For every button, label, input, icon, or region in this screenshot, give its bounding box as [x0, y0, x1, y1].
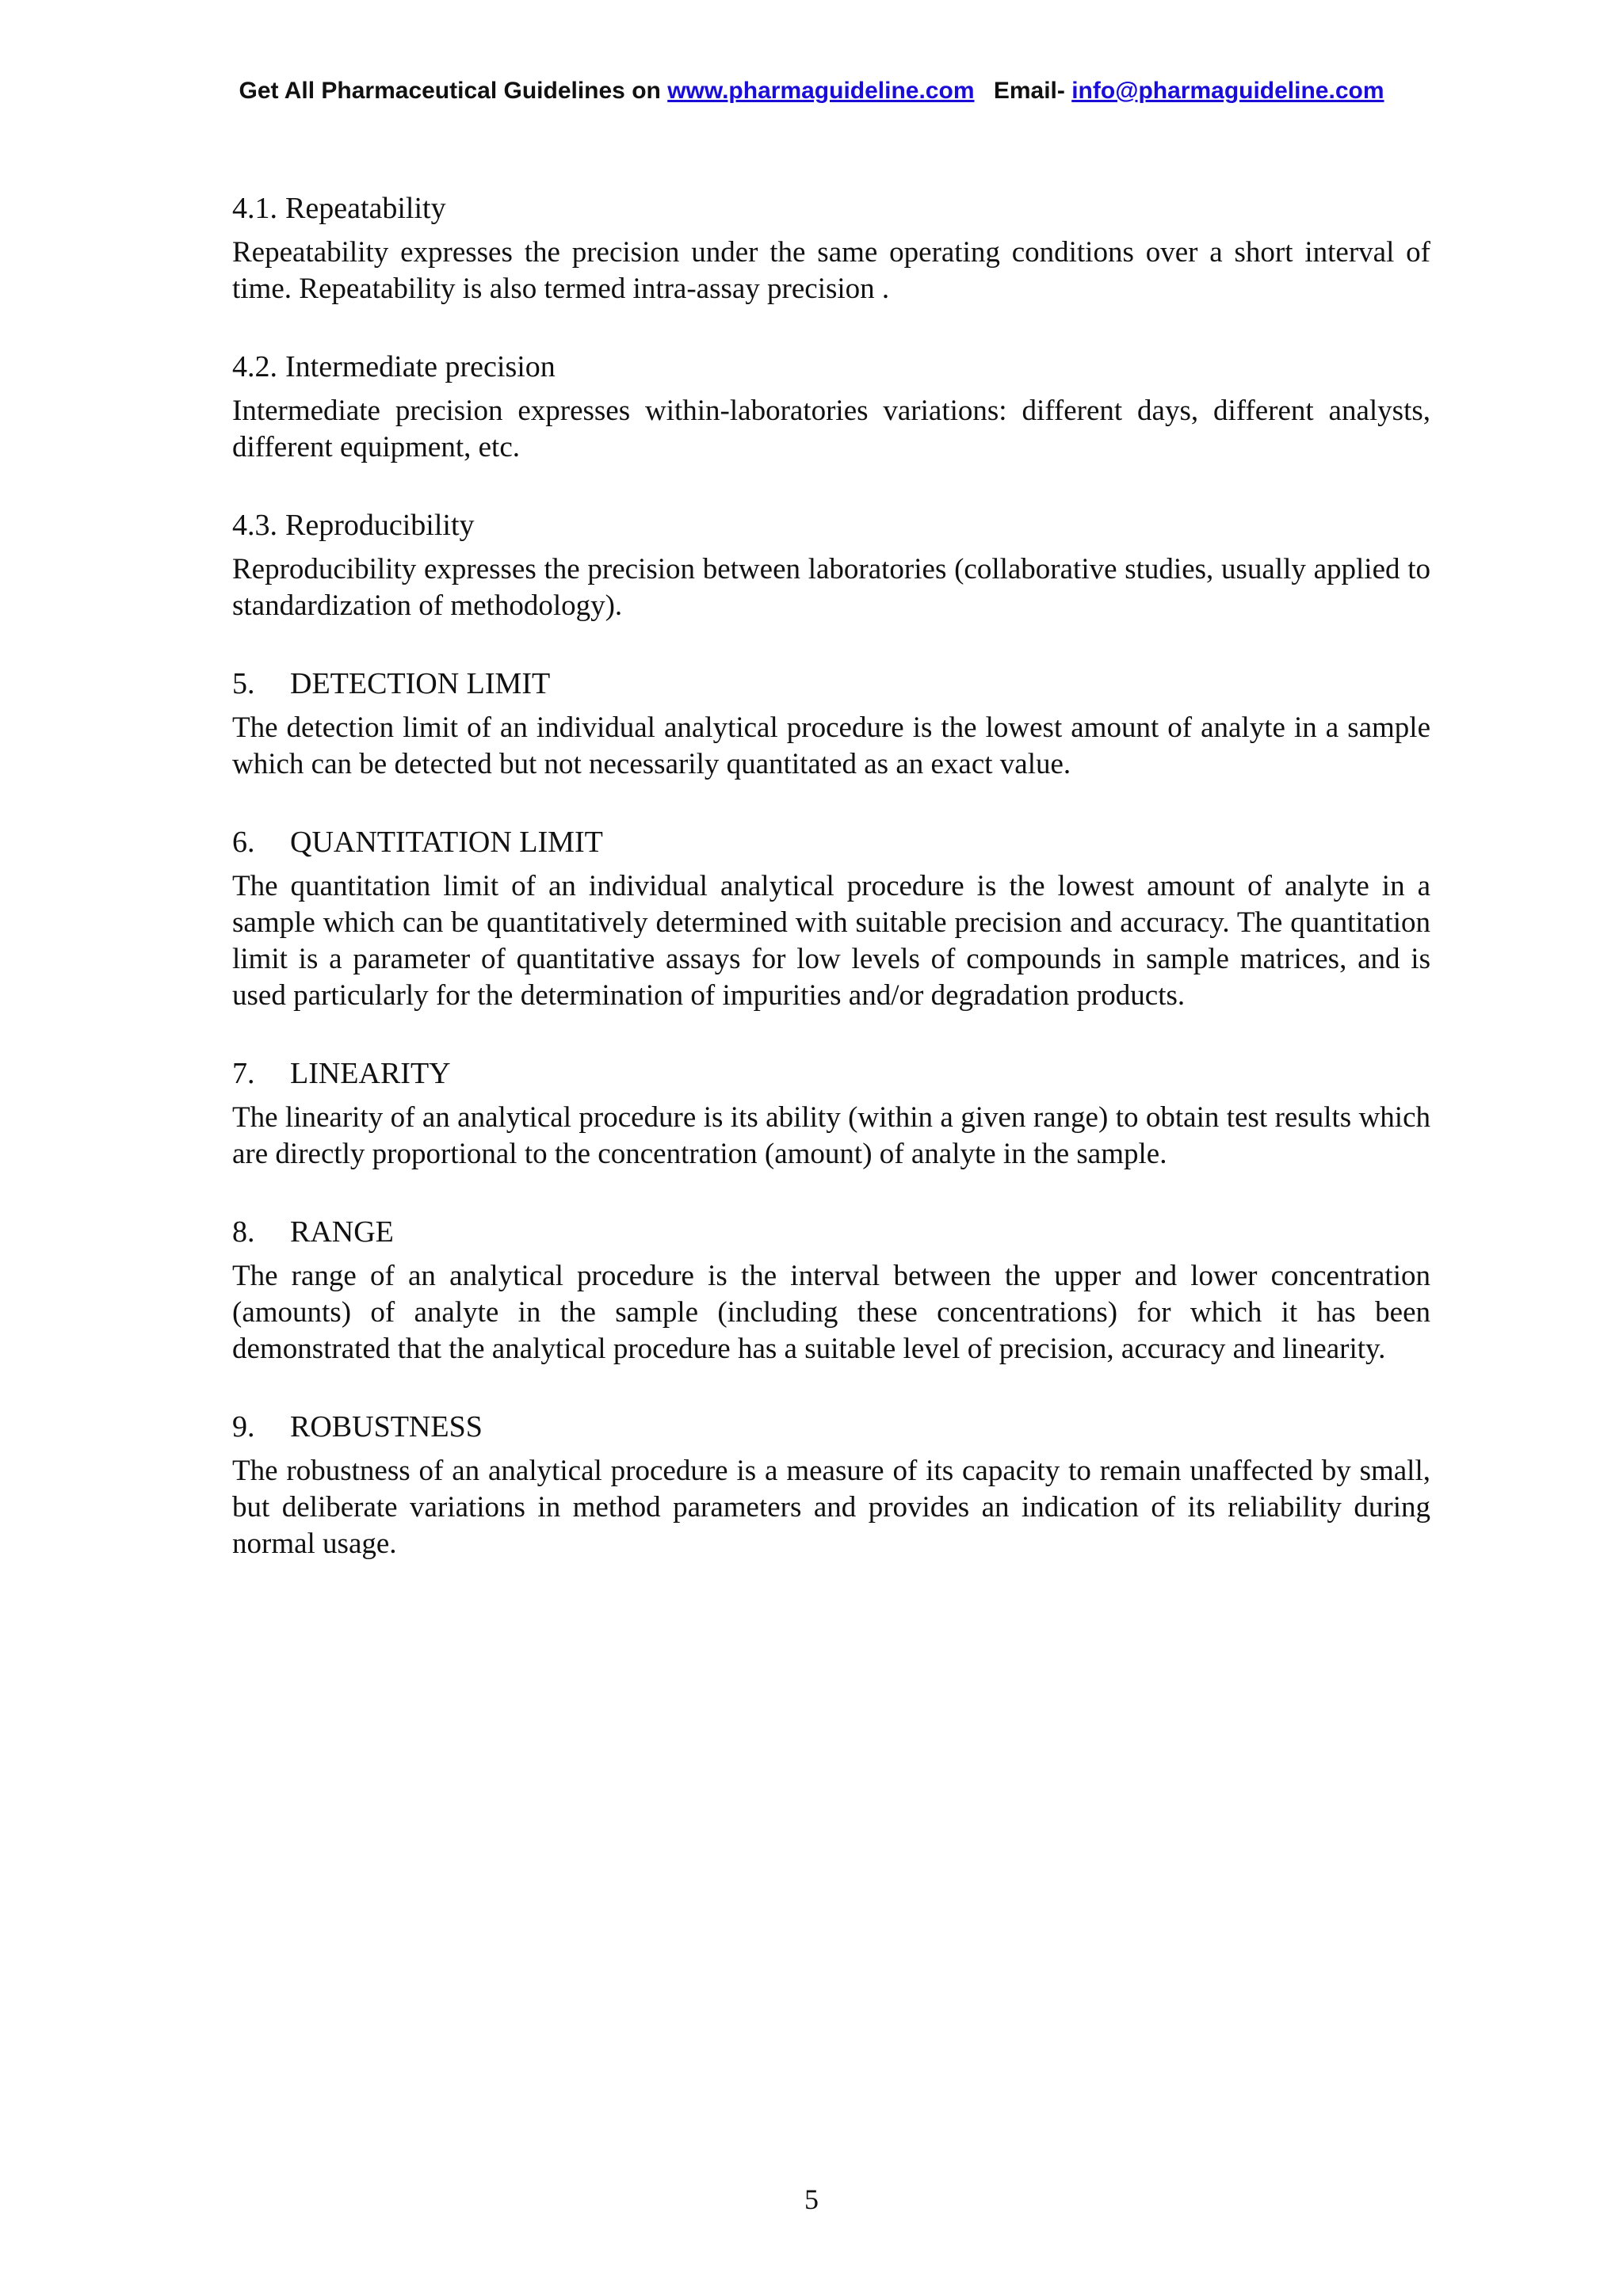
section-title: ROBUSTNESS	[290, 1410, 483, 1444]
section-intermediate-precision	[232, 349, 1430, 466]
section-heading	[232, 190, 1430, 227]
section-text: Repeatability expresses the precision under the same operating conditions over a short interval of time. Repeatability is also termed intra-assay precision .	[232, 236, 1430, 305]
section-number: 8.	[232, 1215, 255, 1249]
section-title: LINEARITY	[290, 1057, 451, 1090]
header-prefix: Get All Pharmaceutical Guidelines on	[239, 78, 661, 104]
section-text: The quantitation limit of an individual analytical procedure is the lowest amount of analyte in a sample which can be quantitatively determined with suitable precision and accuracy. The quantitation limit is a parameter of quantitative assays for low levels of compounds in sample matrices, and is used particularly for the determination of impurities and/or degradation products.	[232, 870, 1430, 1012]
section-number: 6.	[232, 826, 255, 859]
section-title: Intermediate precision	[285, 350, 556, 383]
section-number: 5.	[232, 667, 255, 700]
section-heading	[232, 1055, 1430, 1092]
section-number: 4.2.	[232, 350, 277, 383]
section-repeatability	[232, 190, 1430, 307]
section-heading	[232, 1409, 1430, 1445]
section-range	[232, 1214, 1430, 1367]
section-text: The detection limit of an individual analytical procedure is the lowest amount of analyte in a sample which can be detected but not necessarily quantitated as an exact value.	[232, 711, 1430, 780]
section-quantitation-limit	[232, 824, 1430, 1014]
section-title: Reproducibility	[285, 509, 475, 542]
section-text: Reproducibility expresses the precision between laboratories (collaborative studies, usually applied to standardization of methodology).	[232, 553, 1430, 622]
page-number: 5	[804, 2183, 819, 2215]
section-heading	[232, 824, 1430, 860]
section-title: Repeatability	[285, 192, 446, 225]
section-number: 4.1.	[232, 192, 277, 225]
section-title: QUANTITATION LIMIT	[290, 826, 603, 859]
email-link[interactable]: info@pharmaguideline.com	[1071, 78, 1384, 104]
site-link[interactable]: www.pharmaguideline.com	[667, 78, 975, 104]
section-number: 7.	[232, 1057, 255, 1090]
document-body	[232, 190, 1430, 1604]
section-heading	[232, 666, 1430, 702]
section-reproducibility	[232, 507, 1430, 624]
section-robustness	[232, 1409, 1430, 1562]
section-heading	[232, 349, 1430, 385]
section-heading	[232, 1214, 1430, 1250]
section-text: Intermediate precision expresses within-laboratories variations: different days, different analysts, different equipment, etc.	[232, 395, 1430, 463]
email-label: Email-	[993, 78, 1065, 104]
section-text: The linearity of an analytical procedure is its ability (within a given range) to obtain test results which are directly proportional to the concentration (amount) of analyte in the sample.	[232, 1101, 1430, 1170]
section-text: The range of an analytical procedure is the interval between the upper and lower concentration (amounts) of analyte in the sample (including these concentrations) for which it has been demonstrated that the analytical procedure has a suitable level of precision, accuracy and linearity.	[232, 1260, 1430, 1365]
section-title: DETECTION LIMIT	[290, 667, 551, 700]
section-number: 9.	[232, 1410, 255, 1444]
section-title: RANGE	[290, 1215, 394, 1249]
section-detection-limit	[232, 666, 1430, 783]
page-header	[0, 78, 1623, 105]
section-text: The robustness of an analytical procedure is a measure of its capacity to remain unaffected by small, but deliberate variations in method parameters and provides an indication of its reliability during normal usage.	[232, 1455, 1430, 1560]
section-heading	[232, 507, 1430, 543]
section-linearity	[232, 1055, 1430, 1173]
section-number: 4.3.	[232, 509, 277, 542]
